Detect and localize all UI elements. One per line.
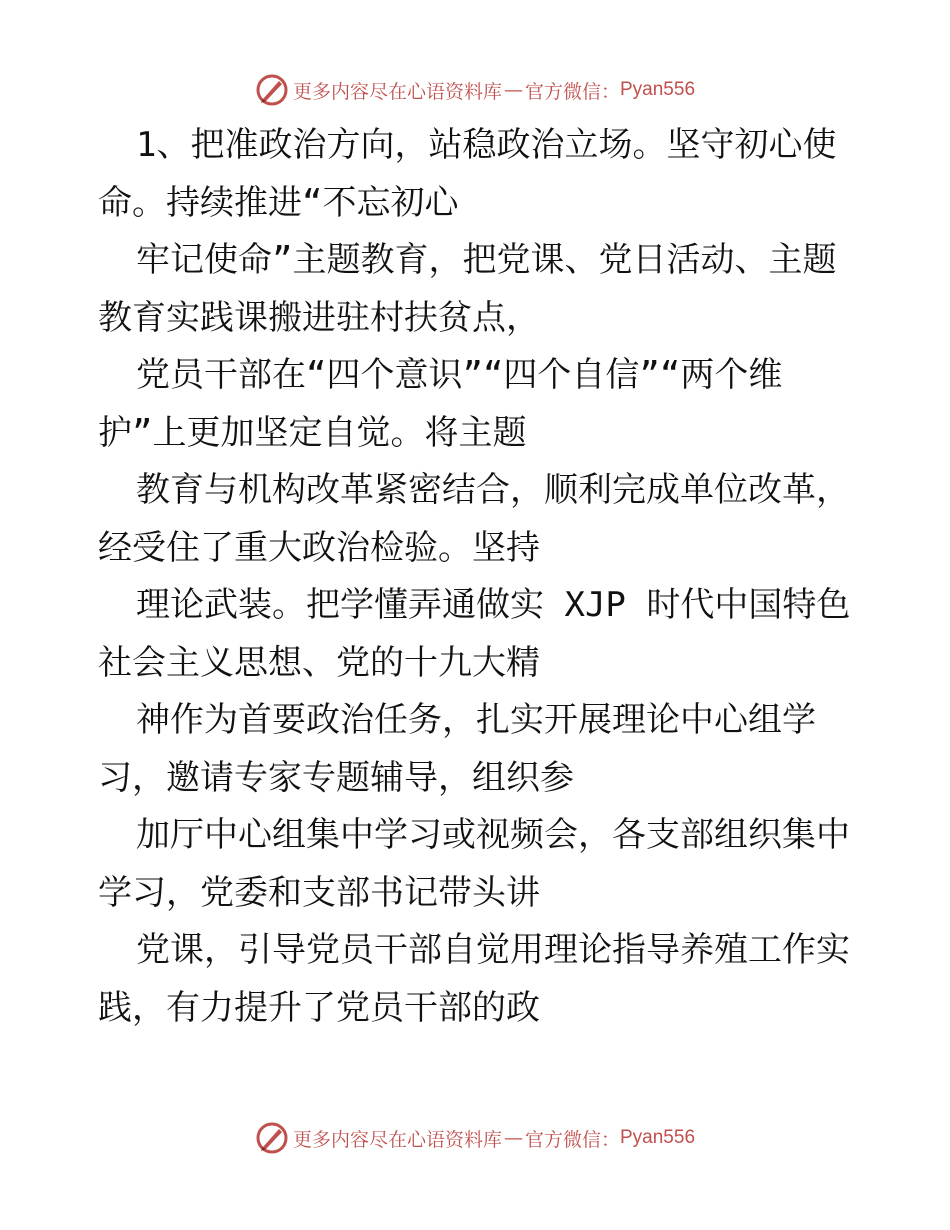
header-wechat-label: 官方微信： bbox=[524, 80, 620, 103]
document-body bbox=[98, 117, 858, 1037]
body-line: 神作为首要政治任务，扎实开展理论中心组学 bbox=[136, 700, 816, 740]
body-line: 护”上更加坚定自觉。将主题 bbox=[98, 412, 527, 453]
body-line: 经受住了重大政治检验。坚持 bbox=[98, 527, 540, 568]
body-line: 牢记使命”主题教育，把党课、党日活动、主题 bbox=[136, 240, 837, 280]
body-line: 教育与机构改革紧密结合，顺利完成单位改革， bbox=[136, 470, 850, 510]
body-line: 党员干部在“四个意识”“四个自信”“两个维 bbox=[136, 355, 783, 395]
body-line: 加厅中心组集中学习或视频会，各支部组织集中 bbox=[136, 815, 850, 855]
body-line: 理论武装。把学懂弄通做实 XJP 时代中国特色 bbox=[136, 585, 851, 625]
body-line: 1、把准政治方向，站稳政治立场。坚守初心使 bbox=[136, 125, 837, 165]
header-separator: — bbox=[503, 79, 523, 101]
body-line: 社会主义思想、党的十九大精 bbox=[98, 642, 540, 683]
footer-wechat-label: 官方微信： bbox=[524, 1128, 620, 1151]
body-line: 党课，引导党员干部自觉用理论指导养殖工作实 bbox=[136, 930, 850, 970]
body-line: 命。持续推进“不忘初心 bbox=[98, 182, 459, 223]
header-brand-text: 更多内容尽在心语资料库 bbox=[292, 80, 502, 103]
header-banner bbox=[0, 70, 950, 110]
body-line: 教育实践课搬进驻村扶贫点， bbox=[98, 297, 540, 338]
body-line: 习，邀请专家专题辅导，组织参 bbox=[98, 757, 574, 798]
footer-banner bbox=[0, 1118, 950, 1158]
footer-brand-text: 更多内容尽在心语资料库 bbox=[292, 1128, 502, 1151]
pen-in-circle-logo-icon bbox=[255, 1121, 289, 1155]
footer-wechat-id: Pyan556 bbox=[620, 1127, 696, 1148]
body-line: 学习，党委和支部书记带头讲 bbox=[98, 872, 540, 913]
body-line: 践，有力提升了党员干部的政 bbox=[98, 987, 540, 1028]
header-wechat-id: Pyan556 bbox=[620, 79, 696, 100]
footer-separator: — bbox=[503, 1127, 523, 1149]
pen-in-circle-logo-icon bbox=[255, 73, 289, 107]
